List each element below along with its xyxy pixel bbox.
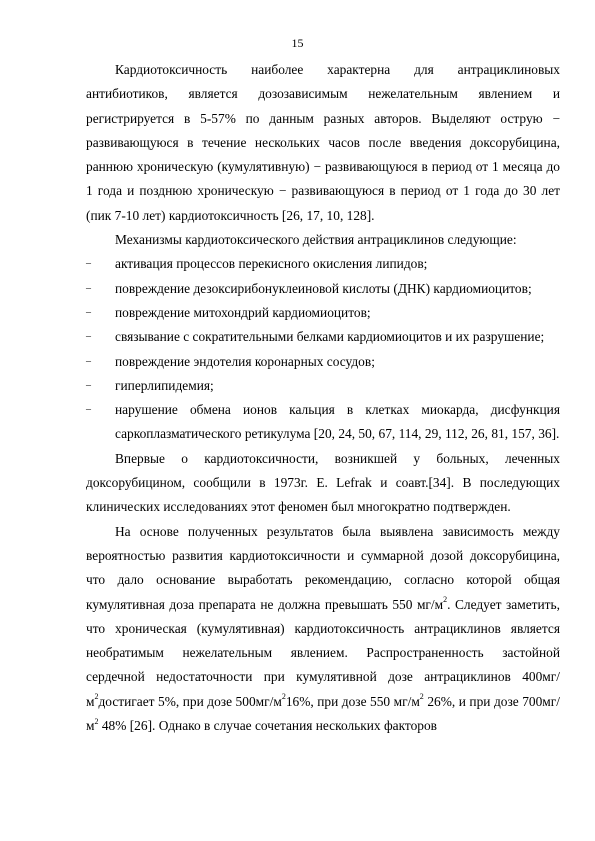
superscript: 2 [281,692,286,702]
list-dash: – [86,331,91,343]
list-item-text: активация процессов перекисного окисления липидов; [115,256,428,272]
list-item [86,350,560,374]
text-run: На основе полученных результатов была выявлена зависимость между вероятностью развития кардиотоксичности и суммарной дозой доксорубицина, что дало основание выработать рекомендацию, согласно которой общая кумулятивная доза препарата не должна превышать 550 мг/м [86,523,560,612]
list-item-text: повреждение эндотелия коронарных сосудов; [115,353,375,369]
page-number: 15 [291,36,304,50]
text-run: . Следует заметить, что хроническая (кумулятивная) кардиотоксичность антрациклинов является необратимым нежелательным явлением. Распространенность застойной сердечной недостаточности при кумулятивной дозе антрациклинов 400мг/м [86,596,560,709]
list-item-text: повреждение дезоксирибонуклеиновой кислоты (ДНК) кардиомиоцитов; [115,280,532,296]
paragraph-dose-dependence [86,520,560,739]
paragraph-cardiotoxicity-intro: Кардиотоксичность наиболее характерна для антрациклиновых антибиотиков, является дозозависимым нежелательным явлением и регистрируется в 5-57% по данным разных авторов. Выделяют острую − развивающуюся в течение нескольких часов после введения доксорубицина, раннюю хроническую (кумулятивную) − развивающуюся в период от 1 месяца до 1 года и позднюю хроническую − развивающуюся в период от 1 года до 30 лет (пик 7-10 лет) кардиотоксичность [26, 17, 10, 128]. [86,62,560,223]
text-run: достигает 5%, при дозе 500мг/м [98,693,282,709]
list-dash: – [86,306,91,318]
list-item-text: повреждение митохондрий кардиомиоцитов; [115,304,371,320]
list-item [86,374,560,398]
mechanisms-list [86,252,560,446]
page-body [86,58,560,738]
list-item-text: нарушение обмена ионов кальция в клетках миокарда, дисфункция саркоплазматического ретикулума [20, 24, 50, 67, 114, 29, 112, 26, 81, 157, 36]. [115,402,560,442]
list-item [86,277,560,301]
list-dash: – [86,282,91,294]
list-item [86,301,560,325]
list-dash: – [86,355,91,367]
text-run: 16%, при дозе 550 мг/м [285,693,420,709]
list-item [86,325,560,349]
text-run: 26%, и при дозе 700мг/м [86,693,560,734]
paragraph-history: Впервые о кардиотоксичности, возникшей у больных, леченных доксорубицином, сообщили в 1973г. E. Lefrak и соавт.[34]. В последующих клинических исследованиях этот феномен был многократно подтвержден. [86,450,560,515]
superscript: 2 [94,692,99,702]
text-run: 48% [26]. Однако в случае сочетания нескольких факторов [98,718,438,734]
list-item-text: связывание с сократительными белками кардиомиоцитов и их разрушение; [115,329,545,345]
superscript: 2 [419,692,424,702]
list-dash: – [86,379,91,391]
paragraph-mechanisms-intro: Механизмы кардиотоксического действия антрациклинов следующие: [115,232,517,248]
superscript: 2 [443,595,448,605]
list-dash: – [86,258,91,270]
list-item [86,398,560,447]
list-item [86,252,560,276]
list-dash: – [86,404,91,416]
superscript: 2 [94,716,99,726]
list-item-text: гиперлипидемия; [115,377,214,393]
